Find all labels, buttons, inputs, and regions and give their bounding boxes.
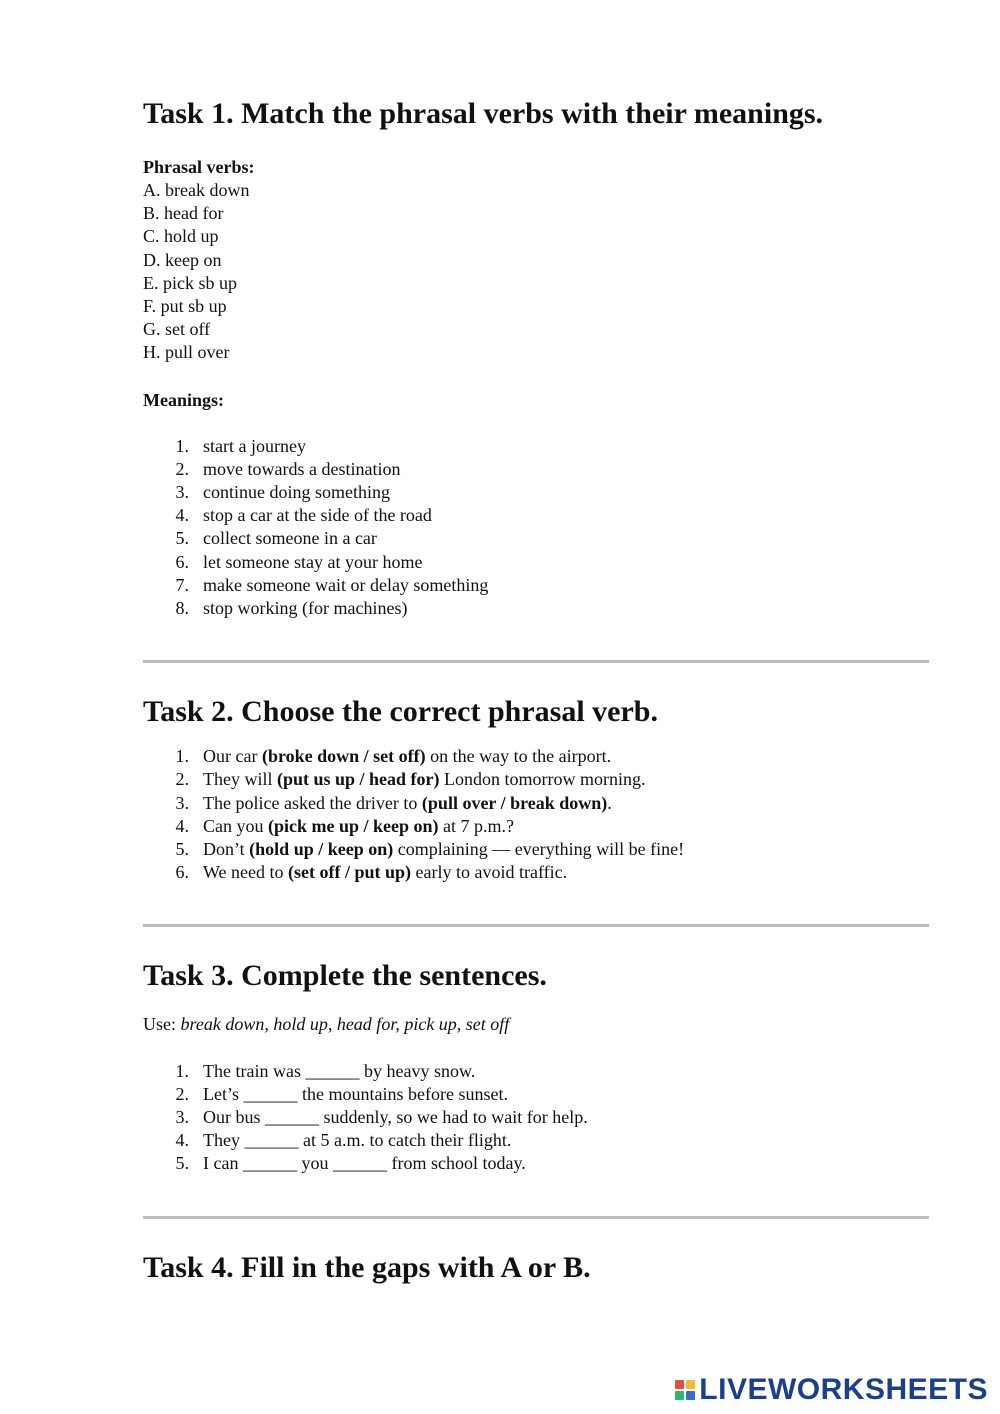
task4-title: Task 4. Fill in the gaps with A or B. xyxy=(143,1250,591,1284)
task2-item: 6. We need to (set off / put up) early to avoid traffic. xyxy=(175,862,568,883)
phrasal-verb-item: F. put sb up xyxy=(143,296,227,317)
meaning-item: 6. let someone stay at your home xyxy=(175,551,423,572)
meanings-label: Meanings: xyxy=(143,389,224,410)
task2-item: 3. The police asked the driver to (pull over / break down). xyxy=(175,792,612,813)
task2-item: 1. Our car (broke down / set off) on the way to the airport. xyxy=(175,746,612,767)
task3-item: 1. The train was ______ by heavy snow. xyxy=(175,1060,476,1081)
worksheet xyxy=(143,94,929,1288)
liveworksheets-logo xyxy=(675,1373,988,1407)
task3-item: 5. I can ______ you ______ from school today. xyxy=(175,1153,526,1174)
phrasal-verb-item: B. head for xyxy=(143,203,224,224)
task3-item: 4. They ______ at 5 a.m. to catch their flight. xyxy=(175,1130,512,1151)
task3-word-bank: Use: break down, hold up, head for, pick up, set off xyxy=(143,1014,510,1035)
logo-square xyxy=(675,1391,684,1400)
meaning-item: 4. stop a car at the side of the road xyxy=(175,505,432,526)
logo-icon xyxy=(675,1380,695,1400)
phrasal-verb-item: E. pick sb up xyxy=(143,272,237,293)
logo-square xyxy=(686,1380,695,1389)
meaning-item: 2. move towards a destination xyxy=(175,458,401,479)
phrasal-verb-item: G. set off xyxy=(143,319,211,340)
meaning-item: 1. start a journey xyxy=(175,435,306,456)
task3-item: 3. Our bus ______ suddenly, so we had to wait for help. xyxy=(175,1107,588,1128)
task3-item: 2. Let’s ______ the mountains before sunset. xyxy=(175,1083,508,1104)
phrasal-verb-item: H. pull over xyxy=(143,342,230,363)
meaning-item: 7. make someone wait or delay something xyxy=(175,574,489,595)
phrasal-verb-item: C. hold up xyxy=(143,226,219,247)
task2-title: Task 2. Choose the correct phrasal verb. xyxy=(143,695,658,729)
phrasal-verb-item: D. keep on xyxy=(143,249,222,270)
meanings-list xyxy=(143,435,929,621)
task3-title: Task 3. Complete the sentences. xyxy=(143,959,547,993)
logo-text: LIVEWORKSHEETS xyxy=(699,1373,988,1406)
logo-square xyxy=(675,1380,684,1389)
phrasal-verbs-label: Phrasal verbs: xyxy=(143,157,255,177)
meaning-item: 8. stop working (for machines) xyxy=(175,598,408,619)
task2-item: 2. They will (put us up / head for) London tomorrow morning. xyxy=(175,769,646,790)
task2-item: 5. Don’t (hold up / keep on) complaining — everything will be fine! xyxy=(175,839,685,860)
task2-list xyxy=(143,745,929,884)
task2-item: 4. Can you (pick me up / keep on) at 7 p.m.? xyxy=(175,815,515,836)
meaning-item: 3. continue doing something xyxy=(175,482,390,503)
phrasal-verb-item: A. break down xyxy=(143,180,250,200)
task3-list xyxy=(143,1060,929,1176)
logo-square xyxy=(686,1391,695,1400)
task1-title: Task 1. Match the phrasal verbs with their meanings. xyxy=(143,97,824,130)
phrasal-verbs-list xyxy=(143,179,929,365)
meaning-item: 5. collect someone in a car xyxy=(175,528,377,549)
